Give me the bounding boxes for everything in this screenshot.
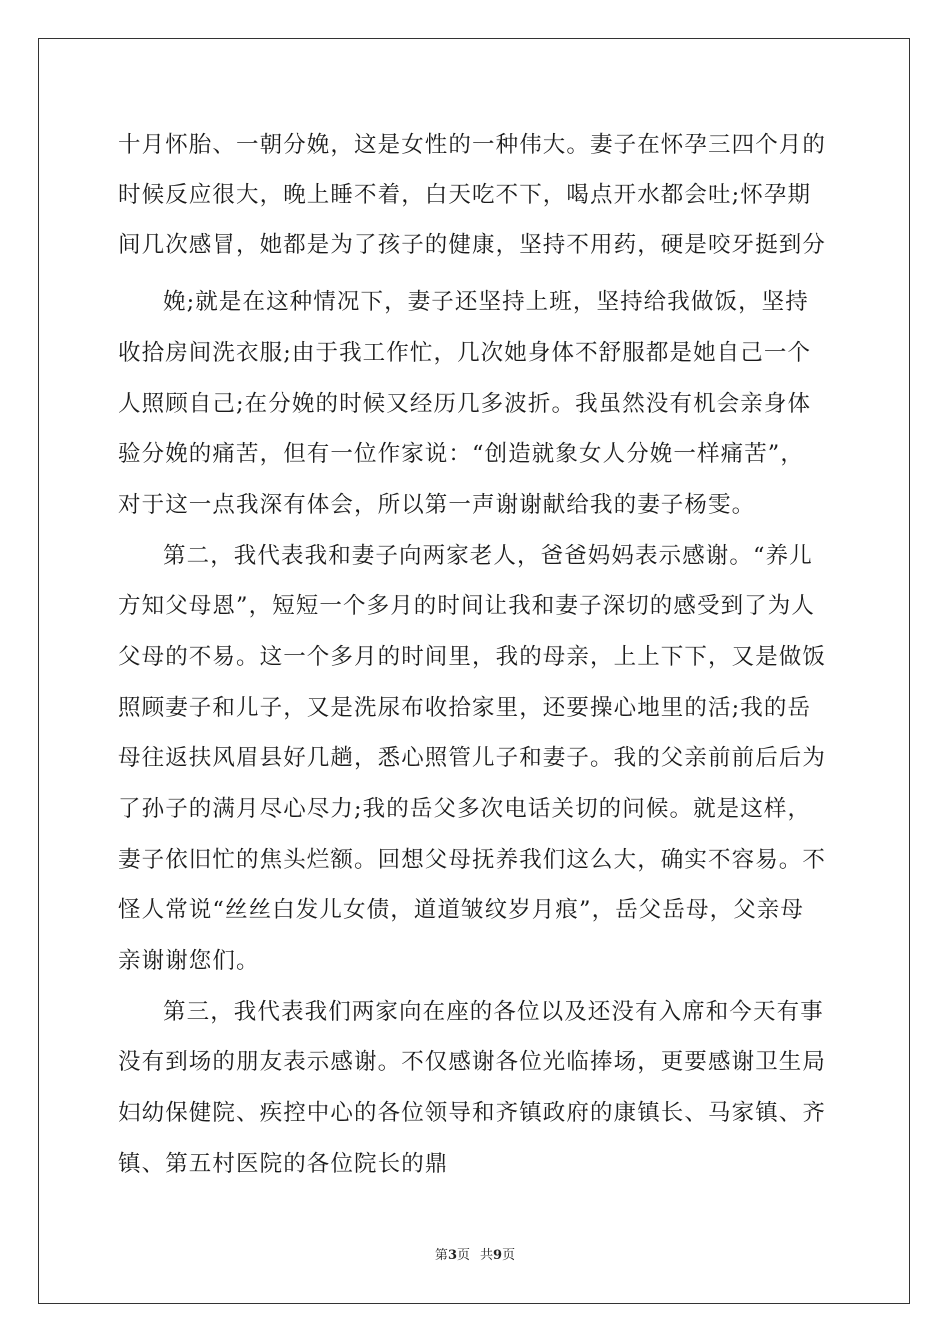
text-line: 怪人常说“丝丝白发儿女债，道道皱纹岁月痕”，岳父岳母，父亲母 [118, 897, 805, 923]
text-line: 收拾房间洗衣服;由于我工作忙，几次她身体不舒服都是她自己一个 [118, 340, 812, 366]
text-line: 妇幼保健院、疾控中心的各位领导和齐镇政府的康镇长、马家镇、齐 [118, 1100, 827, 1126]
text-line: 方知父母恩”，短短一个多月的时间让我和妻子深切的感受到了为人 [118, 593, 816, 619]
text-line: 没有到场的朋友表示感谢。不仅感谢各位光临捧场，更要感谢卫生局 [118, 1049, 827, 1075]
text-line: 了孙子的满月尽心尽力;我的岳父多次电话关切的问候。就是这样， [118, 796, 812, 822]
text-line: 父母的不易。这一个多月的时间里，我的母亲，上上下下，又是做饭 [118, 644, 827, 670]
text-line: 间几次感冒，她都是为了孩子的健康，坚持不用药，硬是咬牙挺到分 [118, 232, 827, 258]
text-line: 娩;就是在这种情况下，妻子还坚持上班，坚持给我做饭，坚持 [163, 289, 809, 315]
text-line: 第三，我代表我们两家向在座的各位以及还没有入席和今天有事 [163, 999, 824, 1025]
text-line: 十月怀胎、一朝分娩，这是女性的一种伟大。妻子在怀孕三四个月的 [118, 132, 827, 158]
footer-page-total: 9 [493, 1248, 503, 1263]
text-line: 验分娩的痛苦，但有一位作家说：“创造就象女人分娩一样痛苦”， [118, 441, 805, 467]
text-line: 妻子依旧忙的焦头烂额。回想父母抚养我们这么大，确实不容易。不 [118, 847, 827, 873]
text-line: 人照顾自己;在分娩的时候又经历几多波折。我虽然没有机会亲身体 [118, 391, 812, 417]
page-footer [0, 1246, 950, 1266]
text-line: 镇、第五村医院的各位院长的鼎 [118, 1151, 449, 1177]
text-line: 亲谢谢您们。 [118, 948, 260, 974]
text-line: 对于这一点我深有体会，所以第一声谢谢献给我的妻子杨雯。 [118, 492, 756, 518]
footer-total-prefix: 共 [480, 1248, 494, 1263]
text-line: 时候反应很大，晚上睡不着，白天吃不下，喝点开水都会吐;怀孕期 [118, 182, 812, 208]
footer-page-prefix: 第 [434, 1248, 448, 1263]
text-line: 母往返扶风眉县好几趟，悉心照管儿子和妻子。我的父亲前前后后为 [118, 745, 827, 771]
text-line: 第二，我代表我和妻子向两家老人，爸爸妈妈表示感谢。“养儿 [163, 543, 813, 569]
footer-page-unit: 页 [456, 1248, 470, 1263]
text-line: 照顾妻子和儿子，又是洗尿布收拾家里，还要操心地里的活;我的岳 [118, 695, 812, 721]
footer-page-current: 3 [447, 1248, 457, 1263]
footer-total-unit: 页 [502, 1248, 516, 1263]
